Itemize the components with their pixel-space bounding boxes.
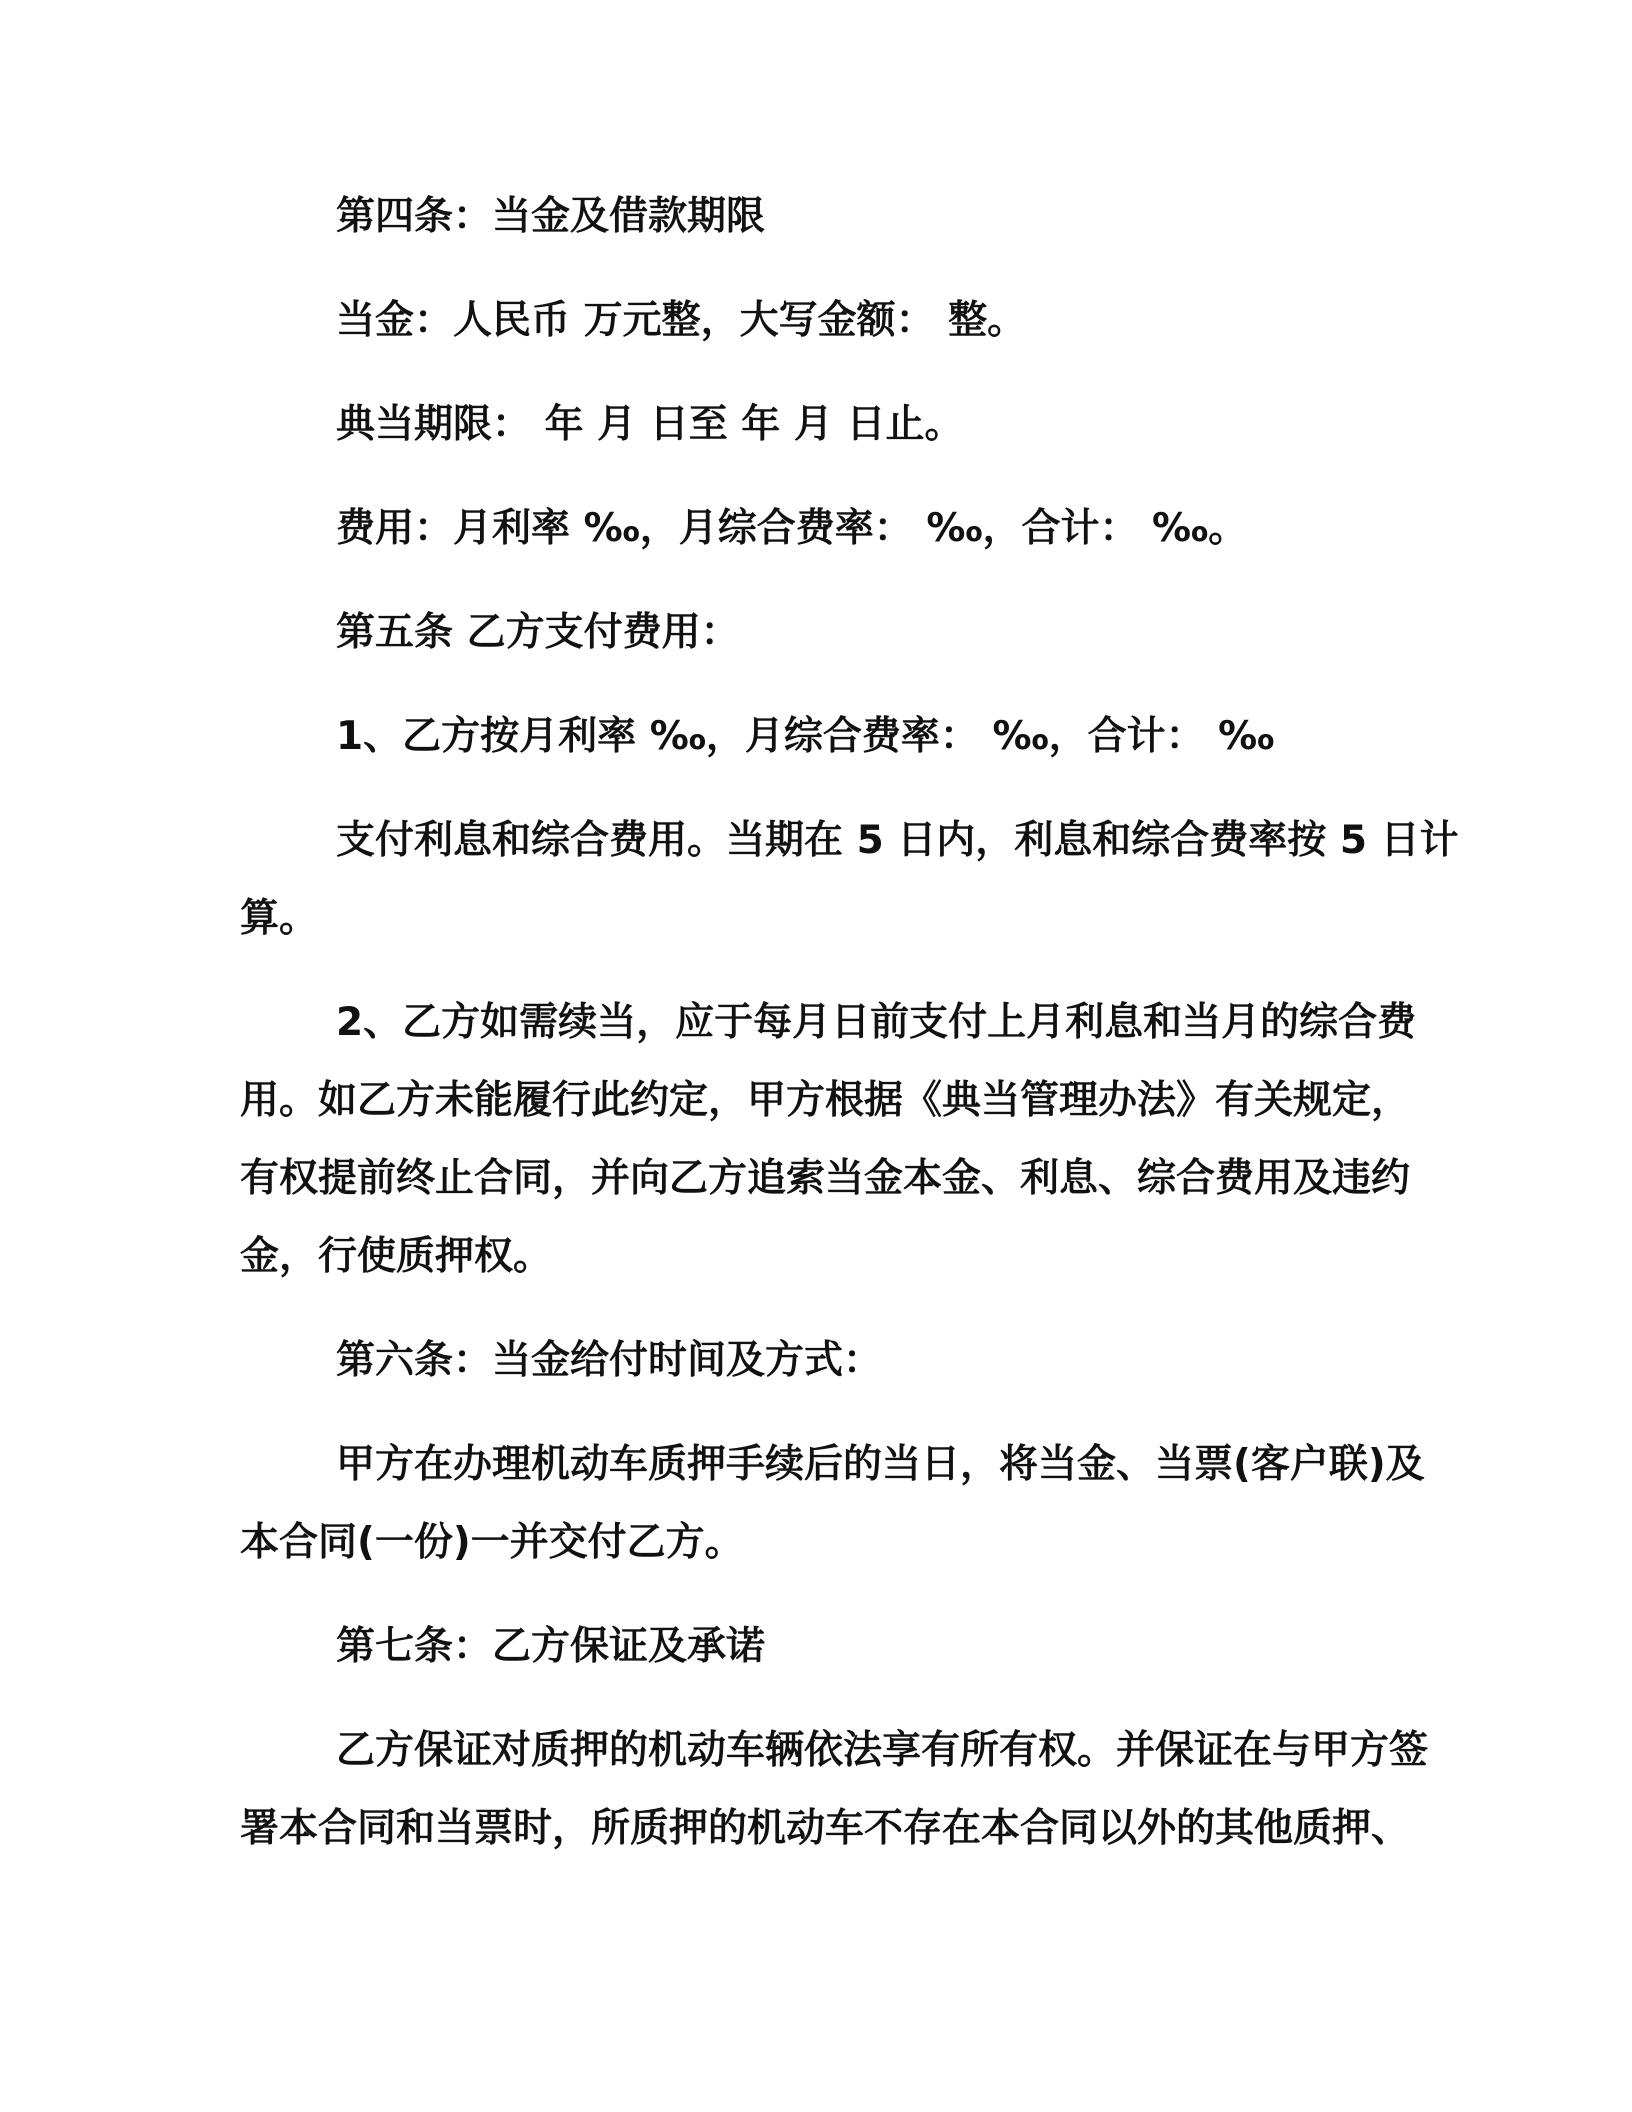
article-4-heading bbox=[240, 178, 1405, 256]
paragraph-line: 费用：月利率 ‰，月综合费率： ‰，合计： ‰。 bbox=[336, 506, 1248, 551]
paragraph-line: 金，行使质押权。 bbox=[240, 1234, 553, 1279]
paragraph-line: 第七条：乙方保证及承诺 bbox=[336, 1624, 766, 1669]
paragraph-line: 当金：人民币 万元整，大写金额： 整。 bbox=[336, 298, 1027, 343]
paragraph-line: 第六条：当金给付时间及方式： bbox=[336, 1338, 883, 1383]
paragraph-line: 第四条：当金及借款期限 bbox=[336, 194, 766, 239]
delivery-paragraph bbox=[240, 1426, 1425, 1582]
article-7-heading bbox=[240, 1608, 1405, 1686]
paragraph-line: 甲方在办理机动车质押手续后的当日，将当金、当票(客户联)及 bbox=[336, 1442, 1425, 1487]
paragraph-line: 本合同(一份)一并交付乙方。 bbox=[240, 1520, 744, 1565]
paragraph-line: 算。 bbox=[240, 896, 319, 941]
fees-paragraph bbox=[240, 490, 1405, 568]
pawn-term-paragraph bbox=[240, 386, 1405, 464]
paragraph-line: 有权提前终止合同，并向乙方追索当金本金、利息、综合费用及违约 bbox=[240, 1156, 1411, 1201]
paragraph-line: 1、乙方按月利率 ‰，月综合费率： ‰，合计： ‰ bbox=[336, 714, 1275, 759]
paragraph-line: 第五条 乙方支付费用： bbox=[336, 610, 740, 655]
clause-5-2-paragraph bbox=[240, 984, 1417, 1296]
interest-payment-paragraph bbox=[240, 802, 1459, 958]
paragraph-line: 支付利息和综合费用。当期在 5 日内，利息和综合费率按 5 日计 bbox=[336, 818, 1459, 863]
paragraph-line: 乙方保证对质押的机动车辆依法享有所有权。并保证在与甲方签 bbox=[336, 1728, 1429, 1773]
article-5-heading bbox=[240, 594, 1405, 672]
article-6-heading bbox=[240, 1322, 1405, 1400]
pawn-amount-paragraph bbox=[240, 282, 1405, 360]
paragraph-line: 署本合同和当票时，所质押的机动车不存在本合同以外的其他质押、 bbox=[240, 1806, 1411, 1851]
paragraph-line: 典当期限： 年 月 日至 年 月 日止。 bbox=[336, 402, 964, 447]
paragraph-line: 2、乙方如需续当，应于每月日前支付上月利息和当月的综合费 bbox=[336, 1000, 1417, 1045]
clause-5-1-paragraph bbox=[240, 698, 1405, 776]
paragraph-line: 用。如乙方未能履行此约定，甲方根据《典当管理办法》有关规定， bbox=[240, 1078, 1411, 1123]
guarantee-paragraph bbox=[240, 1712, 1429, 1868]
